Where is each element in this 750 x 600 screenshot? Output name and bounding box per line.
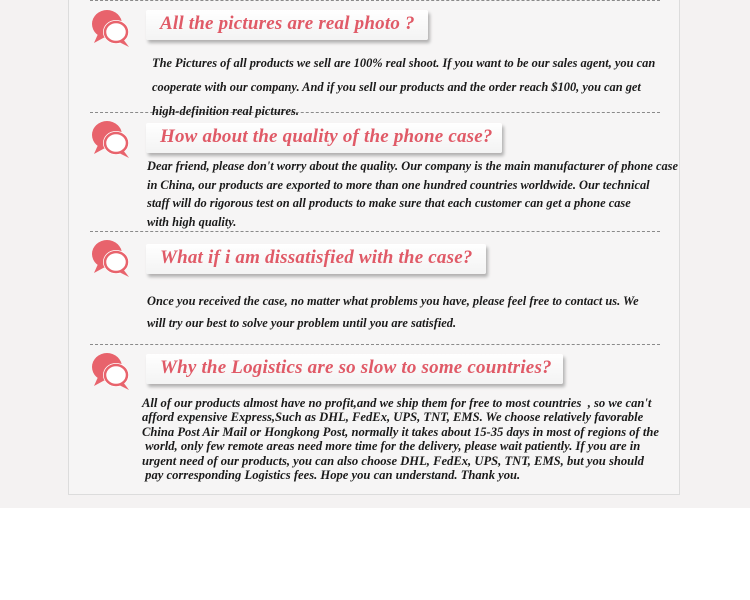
- section-body: [147, 157, 678, 231]
- section-title: Why the Logistics are so slow to some countries?: [160, 357, 552, 378]
- body-line: Once you received the case, no matter what problems you have, please feel free to contact us. We: [147, 294, 639, 308]
- body-line: pay corresponding Logistics fees. Hope you can understand. Thank you.: [142, 468, 521, 483]
- section-title: All the pictures are real photo ?: [160, 13, 415, 34]
- body-line: Dear friend, please don't worry about the quality. Our company is the main manufacturer of phone case: [147, 159, 678, 173]
- chat-bubbles-icon: [90, 7, 134, 51]
- divider: [90, 231, 660, 232]
- body-line: high-definition real pictures.: [152, 104, 299, 118]
- body-line: afford expensive Express,Such as DHL, FedEx, UPS, TNT, EMS. We choose relatively favorable: [142, 410, 644, 425]
- body-line: urgent need of our products, you can also choose DHL, FedEx, UPS, TNT, EMS, but you should: [142, 453, 644, 468]
- body-line: All of our products almost have no profit,and we ship them for free to most countries , so we can't: [142, 396, 652, 410]
- section-body: [142, 396, 659, 482]
- body-line: world, only few remote areas need more time for the delivery, please wait patiently. If you are in: [142, 439, 641, 454]
- section-title-bar: [146, 354, 563, 384]
- section-title-bar: [146, 244, 486, 274]
- body-line: The Pictures of all products we sell are 100% real shoot. If you want to be our sales agent, you can: [152, 56, 656, 70]
- chat-bubbles-icon: [90, 118, 134, 162]
- body-line: China Post Air Mail or Hongkong Post, normally it takes about 15-35 days in most of regions of the: [142, 424, 659, 439]
- section-body: [147, 290, 639, 334]
- section-body: [152, 51, 655, 123]
- divider: [90, 344, 660, 345]
- body-line: with high quality.: [147, 214, 237, 229]
- divider: [90, 0, 660, 1]
- body-line: in China, our products are exported to more than one hundred countries worldwide. Our technical: [147, 177, 650, 192]
- body-line: will try our best to solve your problem until you are satisfied.: [147, 316, 457, 330]
- body-line: cooperate with our company. And if you sell our products and the order reach $100, you can get: [152, 80, 641, 94]
- section-title-bar: [146, 10, 428, 40]
- section-title: What if i am dissatisfied with the case?: [160, 247, 473, 268]
- chat-bubbles-icon: [90, 350, 134, 394]
- chat-bubbles-icon: [90, 237, 134, 281]
- section-title: How about the quality of the phone case?: [160, 126, 493, 147]
- body-line: staff will do rigorous test on all products to make sure that each customer can get a phone case: [147, 196, 631, 210]
- section-title-bar: [146, 123, 502, 153]
